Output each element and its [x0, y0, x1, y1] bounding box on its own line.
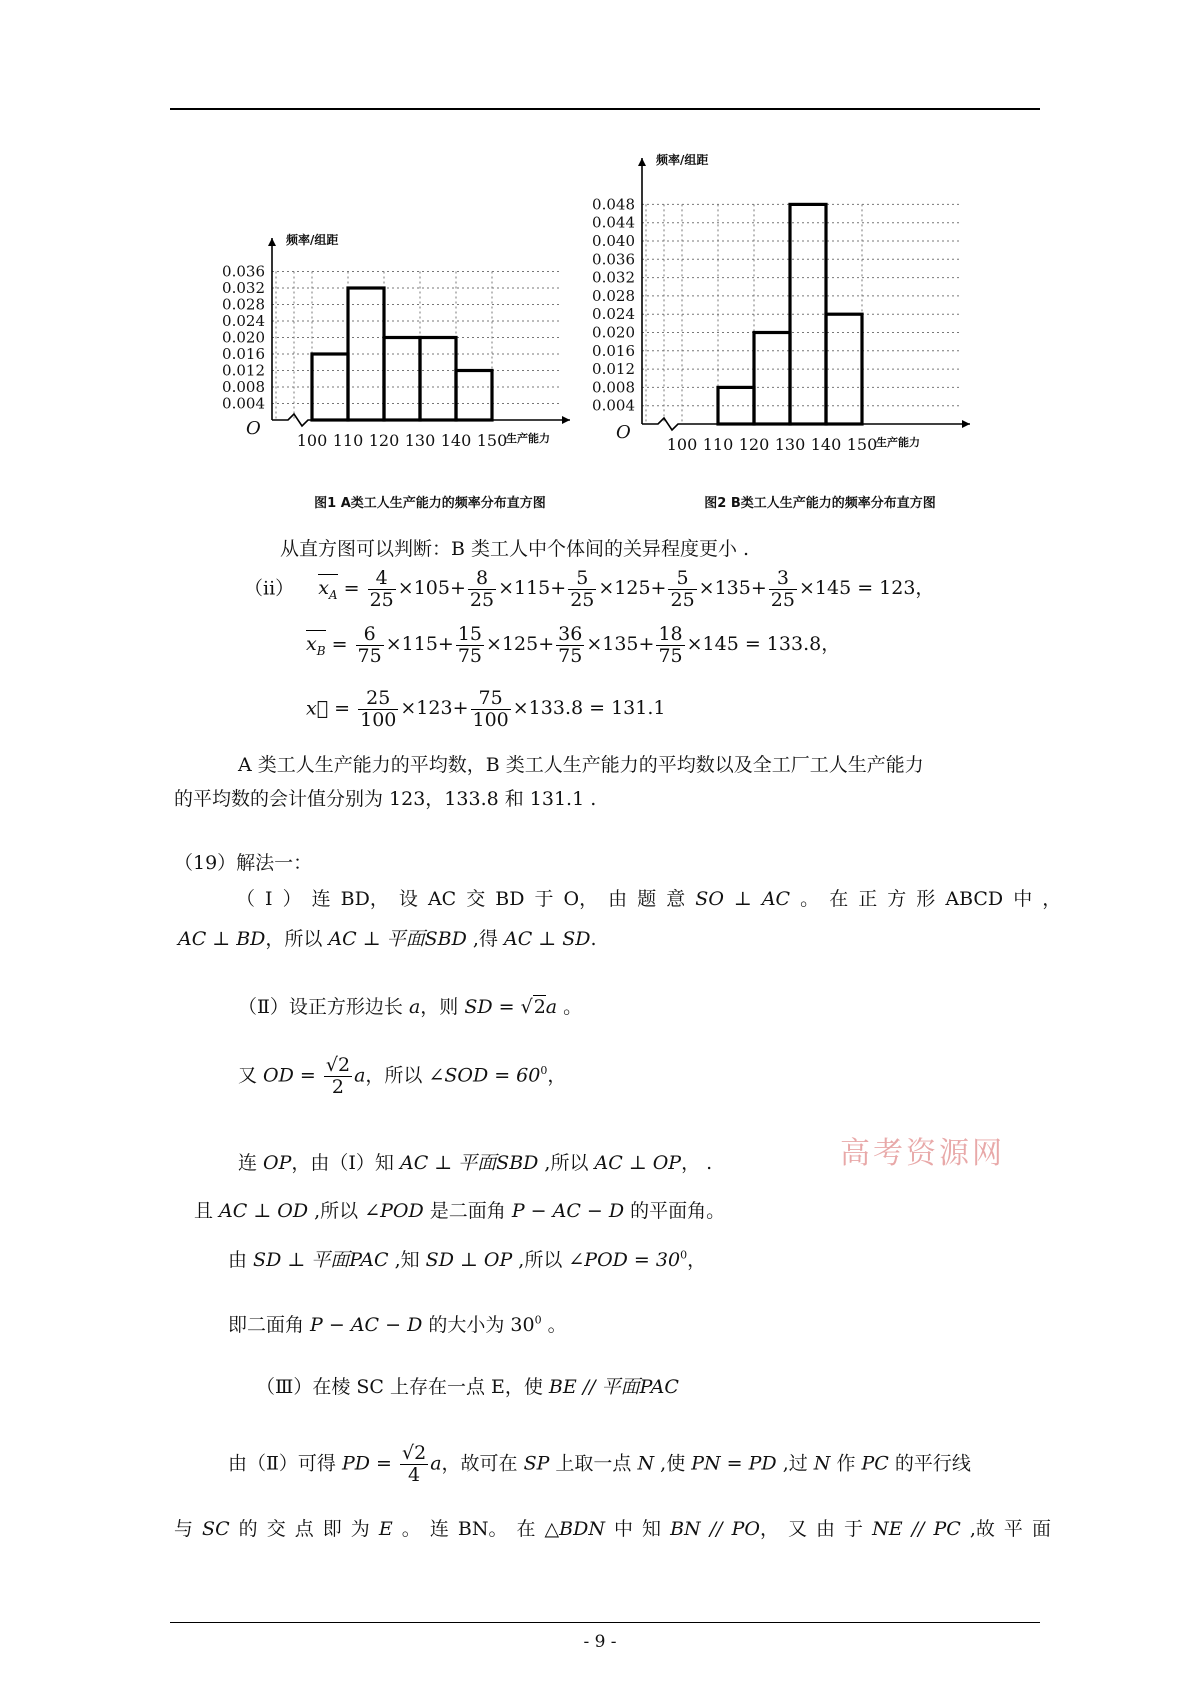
para-10: 由（Ⅱ）可得 PD = $\frac{√2}{4}$ a，故可在 SP 上取一点 N ,使 PN = PD ,过 N 作 PC 的平行线 — [228, 1442, 971, 1486]
para-2: AC ⊥ BD，所以 AC ⊥ 平面SBD ,得 AC ⊥ SD. — [178, 928, 597, 950]
figure-1-caption: 图1 A类工人生产能力的频率分布直方图 — [314, 496, 546, 511]
mean-summary-line-1: A 类工人生产能力的平均数，B 类工人生产能力的平均数以及全工厂工人生产能力 — [238, 754, 924, 776]
term-operator: ×105+ — [397, 577, 466, 600]
xbar-b: $x_B$ — [306, 633, 326, 659]
y-tick-label: 0.032 — [592, 268, 635, 287]
x-tick-label: 100 — [666, 435, 698, 454]
judgement-text: 从直方图可以判断：B 类工人中个体间的关异程度更小 . — [280, 538, 750, 560]
term-operator: ×135+ — [698, 577, 767, 600]
histogram-bar — [826, 314, 862, 424]
figure-2-caption: 图2 B类工人生产能力的频率分布直方图 — [704, 496, 936, 511]
x-tick-label: 150 — [476, 431, 508, 450]
para-8: 即二面角 P − AC − D 的大小为 $30^0$ 。 — [228, 1313, 567, 1336]
watermark-logo: 高考资源网 — [840, 1136, 1005, 1171]
para-1: （ Ⅰ ） 连 BD， 设 AC 交 BD 于 O， 由 题 意 SO ⊥ AC 。 在 正 方 形 ABCD 中 ， — [236, 888, 1062, 910]
para-9: （Ⅲ）在棱 SC 上存在一点 E，使 BE // 平面PAC — [256, 1376, 679, 1398]
para-7: 由 SD ⊥ 平面PAC ,知 SD ⊥ OP ,所以 ∠POD = $30^0$， — [228, 1248, 707, 1271]
y-tick-label: 0.008 — [222, 378, 265, 396]
fraction-term: $\frac{75}{100}$ — [472, 687, 509, 731]
y-tick-label: 0.048 — [592, 195, 635, 214]
x-tick-label: 100 — [296, 431, 328, 450]
term-operator: ×125+ — [486, 633, 555, 656]
y-tick-label: 0.016 — [592, 341, 635, 360]
y-tick-label: 0.028 — [592, 286, 635, 305]
histogram-figure-1 — [222, 233, 620, 515]
term-operator: ×125+ — [598, 577, 667, 600]
y-tick-label: 0.036 — [592, 250, 635, 269]
equation-mean-b: $x_B$ = $\frac{6}{75}$ ×115+ $\frac{15}{75}$ ×125+ $\frac{36}{75}$ ×135+ $\frac{18}{75}$ ×145 = 133.8， — [306, 623, 841, 667]
y-tick-label: 0.020 — [592, 323, 635, 342]
fraction-term: $\frac{5}{25}$ — [670, 567, 695, 611]
fraction-term: $\frac{36}{75}$ — [558, 623, 583, 667]
page-number: - 9 - — [583, 1632, 617, 1652]
term-operator: ×115+ — [498, 577, 567, 600]
question-19-heading: （19）解法一： — [174, 852, 313, 874]
x-axis-label: 生产能力 — [876, 436, 920, 449]
term-operator: ×135+ — [586, 633, 655, 656]
y-tick-label: 0.004 — [592, 396, 635, 415]
fraction-term: $\frac{3}{25}$ — [770, 567, 795, 611]
footer-rule — [170, 1622, 1040, 1623]
fraction-term: $\frac{18}{75}$ — [658, 623, 683, 667]
y-tick-label: 0.012 — [592, 360, 635, 379]
para-4: 又 OD = $\frac{√2}{2}$ a，所以 ∠SOD = $60^0$， — [238, 1054, 567, 1098]
x-tick-label: 140 — [440, 431, 472, 450]
y-axis-label: 频率/组距 — [656, 153, 709, 167]
x-axis-arrow — [962, 420, 970, 428]
x-axis-arrow — [562, 416, 570, 424]
origin-label: O — [246, 418, 261, 439]
mean-summary-line-2: 的平均数的会计值分别为 123，133.8 和 131.1 . — [174, 788, 597, 810]
y-tick-label: 0.024 — [592, 305, 635, 324]
histogram-bar — [384, 338, 420, 421]
y-tick-label: 0.008 — [592, 378, 635, 397]
x-tick-label: 120 — [368, 431, 400, 450]
fraction-term: $\frac{8}{25}$ — [469, 567, 495, 611]
x-tick-label: 140 — [810, 435, 842, 454]
x-tick-label: 130 — [774, 435, 806, 454]
origin-label: O — [616, 422, 631, 443]
fraction-term: $\frac{15}{75}$ — [457, 623, 483, 667]
para-6: 且 AC ⊥ OD ,所以 ∠POD 是二面角 P − AC − D 的平面角。 — [194, 1200, 726, 1222]
x-axis-label: 生产能力 — [506, 432, 550, 445]
histogram-figure-2 — [592, 153, 1020, 515]
term-operator: ×133.8 = 131.1 — [512, 697, 666, 720]
term-operator: ×145 = 133.8， — [686, 633, 841, 656]
histogram-1-svg — [222, 233, 620, 490]
y-tick-label: 0.016 — [222, 345, 265, 363]
para-11: 与 SC 的 交 点 即 为 E 。 连 BN。 在 △BDN 中 知 BN // PO， 又 由 于 NE // PC ,故 平 面 — [174, 1518, 1051, 1540]
histogram-bar — [754, 333, 790, 425]
fraction-term: $\frac{25}{100}$ — [360, 687, 397, 731]
histogram-2-svg — [592, 153, 1020, 490]
para-5: 连 OP，由（Ⅰ）知 AC ⊥ 平面SBD ,所以 AC ⊥ OP， . — [238, 1152, 713, 1174]
equation-mean-total: x⃗ = $\frac{25}{100}$ ×123+ $\frac{75}{100}$ ×133.8 = 131.1 — [306, 687, 666, 731]
y-tick-label: 0.024 — [222, 312, 265, 330]
y-tick-label: 0.012 — [222, 361, 265, 380]
y-tick-label: 0.004 — [222, 394, 265, 413]
xbar-total: x⃗ — [306, 697, 329, 720]
header-rule — [170, 108, 1040, 110]
term-operator: ×145 = 123， — [798, 577, 935, 600]
xbar-a: $x_A$ — [318, 577, 338, 603]
para-3: （Ⅱ）设正方形边长 a，则 SD = √2a 。 — [238, 996, 583, 1018]
histogram-bar — [420, 338, 456, 421]
term-operator: ×115+ — [385, 633, 454, 656]
term-operator: ×123+ — [400, 697, 469, 720]
y-axis-label: 频率/组距 — [286, 233, 339, 247]
x-tick-label: 150 — [846, 435, 878, 454]
x-tick-label: 130 — [404, 431, 436, 450]
histogram-bar — [456, 371, 492, 421]
y-tick-label: 0.020 — [222, 328, 265, 347]
y-tick-label: 0.028 — [222, 295, 265, 314]
y-axis-arrow — [638, 158, 646, 166]
y-tick-label: 0.040 — [592, 232, 635, 250]
y-axis-arrow — [268, 238, 276, 246]
y-tick-label: 0.032 — [222, 279, 265, 297]
fraction-term: $\frac{6}{75}$ — [357, 623, 382, 667]
y-tick-label: 0.044 — [592, 213, 635, 232]
ii-label: （ii） — [244, 577, 295, 600]
fraction-term: $\frac{4}{25}$ — [369, 567, 394, 611]
x-tick-label: 110 — [702, 435, 734, 454]
x-tick-label: 120 — [738, 435, 770, 454]
x-tick-label: 110 — [332, 431, 364, 450]
equation-mean-a: （ii） $x_A$ = $\frac{4}{25}$ ×105+ $\frac{8}{25}$ ×115+ $\frac{5}{25}$ ×125+ $\frac{5}{25}$ ×135+ $\frac{3}{25}$ ×145 = 123， — [244, 567, 935, 611]
fraction-term: $\frac{5}{25}$ — [570, 567, 595, 611]
y-tick-label: 0.036 — [222, 262, 265, 281]
